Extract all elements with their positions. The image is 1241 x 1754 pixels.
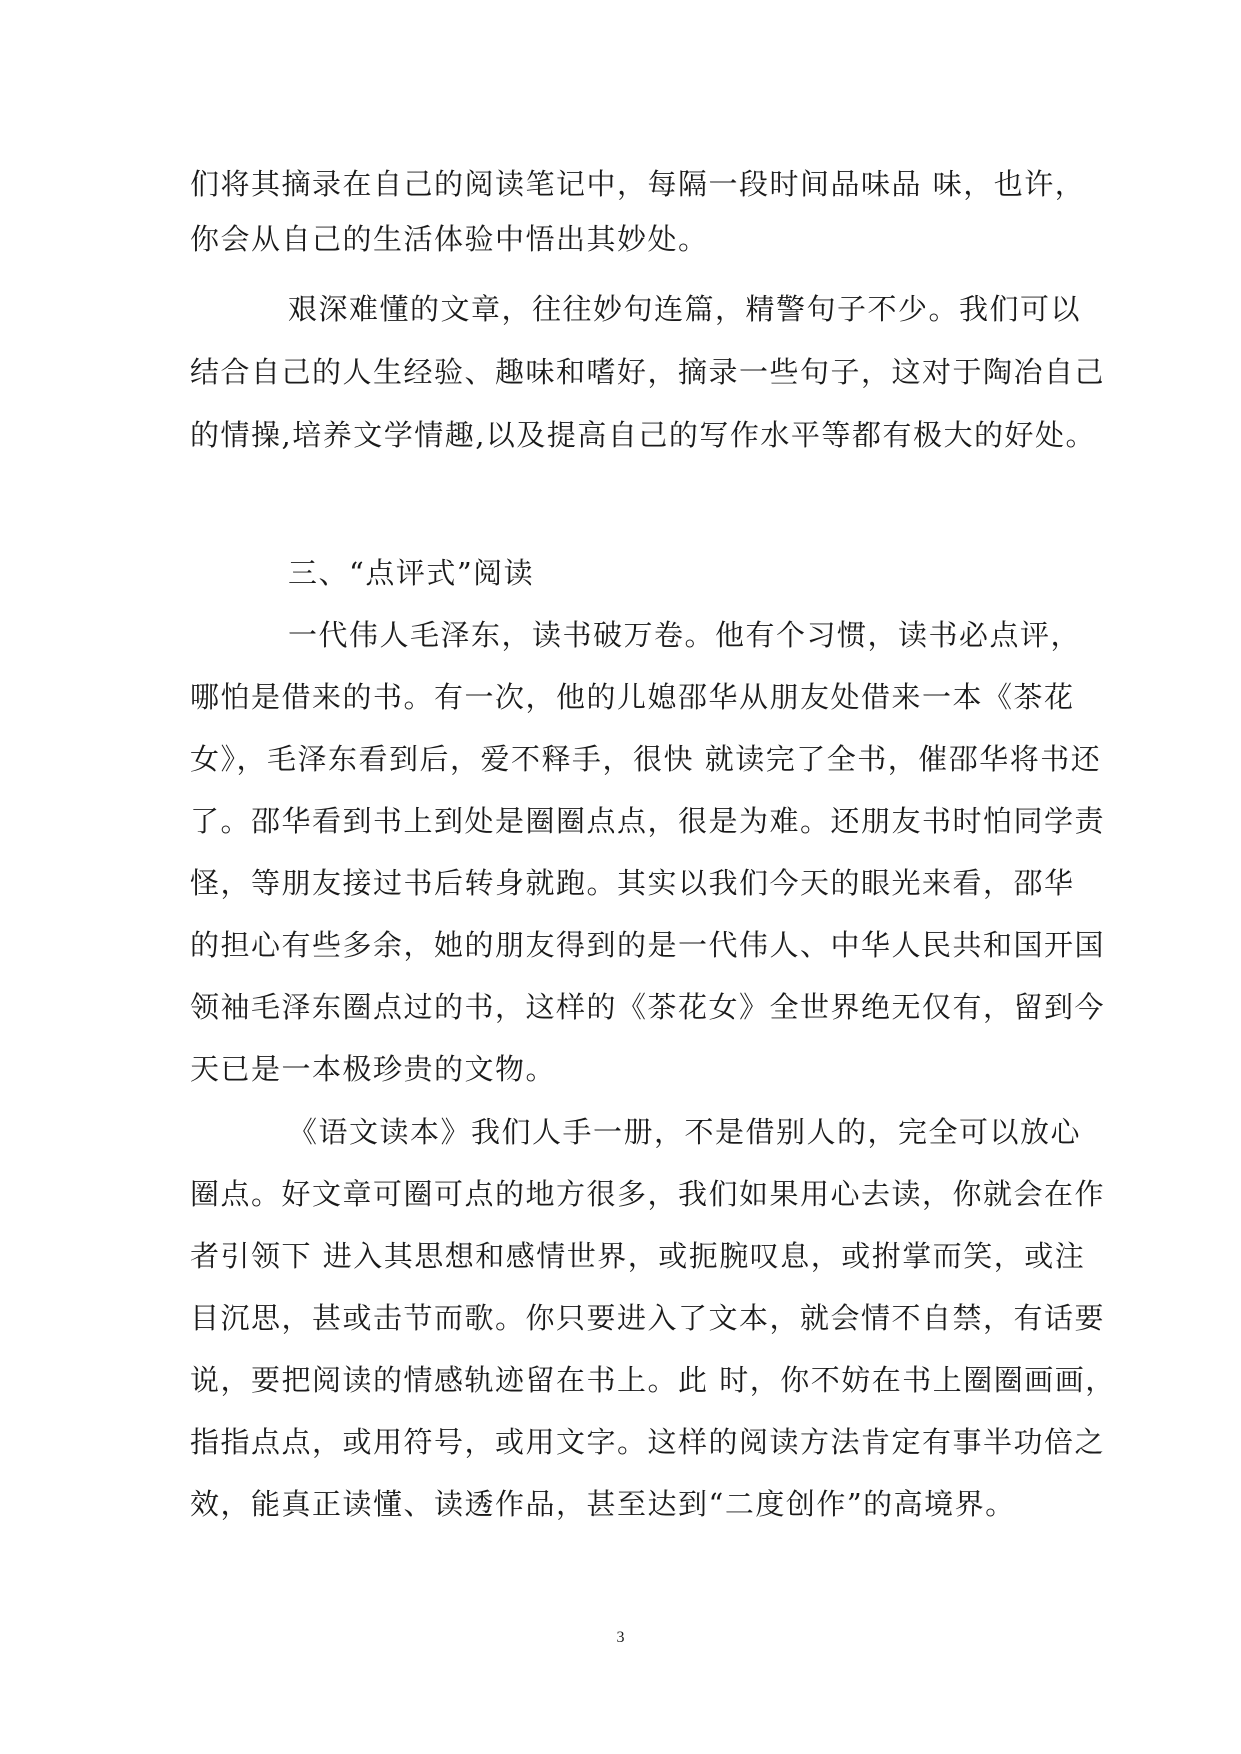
text-line: 女》，毛泽东看到后，爱不释手，很快 就读完了全书，催邵华将书还 <box>190 742 1102 776</box>
text-line: 说，要把阅读的情感轨迹留在书上。此 时，你不妨在书上圈圈画画， <box>190 1363 1116 1397</box>
text-line: 们将其摘录在自己的阅读笔记中，每隔一段时间品味品 味，也许， <box>190 167 1086 201</box>
text-line: 圈点。好文章可圈可点的地方很多，我们如果用心去读，你就会在作 <box>190 1177 1106 1211</box>
text-line: 者引领下 进入其思想和感情世界，或扼腕叹息，或拊掌而笑，或注 <box>190 1239 1086 1273</box>
heading-line: 三、“点评式”阅读 <box>288 556 535 590</box>
text-line: 目沉思，甚或击节而歌。你只要进入了文本，就会情不自禁，有话要 <box>190 1301 1106 1335</box>
text-line: 怪，等朋友接过书后转身就跑。其实以我们今天的眼光来看，邵华 <box>190 866 1075 900</box>
text-line: 结合自己的人生经验、趣味和嗜好，摘录一些句子，这对于陶冶自己 <box>190 355 1106 389</box>
text-line: 艰深难懂的文章，往往妙句连篇，精警句子不少。我们可以 <box>288 292 1082 326</box>
text-line: 效，能真正读懂、读透作品，甚至达到“二度创作”的高境界。 <box>190 1487 1016 1521</box>
text-line: 《语文读本》我们人手一册，不是借别人的，完全可以放心 <box>288 1115 1082 1149</box>
text-line: 天已是一本极珍贵的文物。 <box>190 1052 557 1086</box>
text-line: 你会从自己的生活体验中悟出其妙处。 <box>190 222 709 256</box>
text-line: 的情操,培养文学情趣,以及提高自己的写作水平等都有极大的好处。 <box>190 418 1096 452</box>
text-line: 哪怕是借来的书。有一次，他的儿媳邵华从朋友处借来一本《茶花 <box>190 680 1075 714</box>
text-line: 了。邵华看到书上到处是圈圈点点，很是为难。还朋友书时怕同学责 <box>190 804 1106 838</box>
text-line: 一代伟人毛泽东，读书破万卷。他有个习惯，读书必点评， <box>288 618 1082 652</box>
page-number: 3 <box>616 1629 625 1646</box>
text-line: 的担心有些多余，她的朋友得到的是一代伟人、中华人民共和国开国 <box>190 928 1106 962</box>
text-line: 指指点点，或用符号，或用文字。这样的阅读方法肯定有事半功倍之 <box>190 1425 1106 1459</box>
text-line: 领袖毛泽东圈点过的书，这样的《茶花女》全世界绝无仅有，留到今 <box>190 990 1106 1024</box>
